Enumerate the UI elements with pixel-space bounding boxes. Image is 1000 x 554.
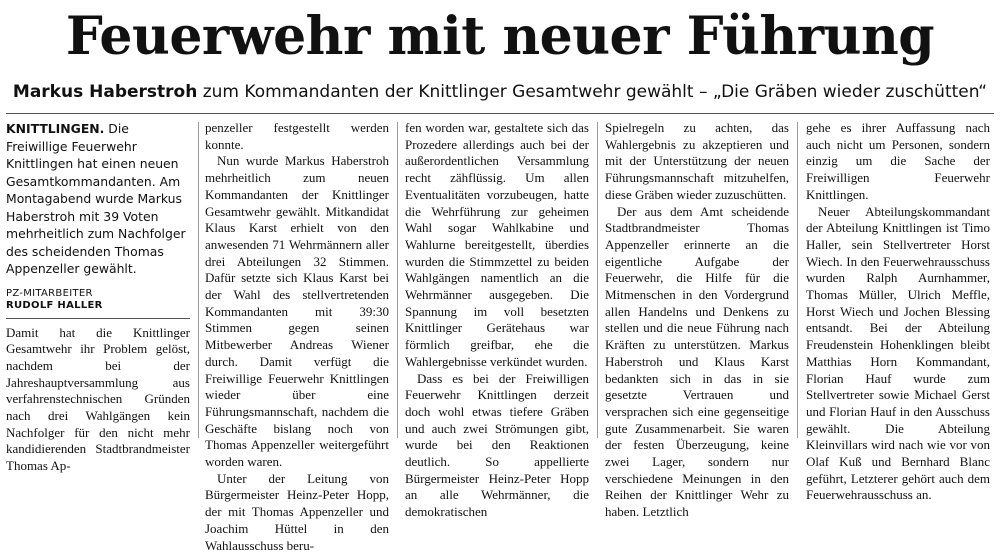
byline-rule	[6, 318, 190, 319]
paragraph: gehe es ihrer Auffassung nach auch nicht um Personen, sondern einzig um die Sache der Freiwilligen Feuerwehr Knittlingen.	[806, 120, 990, 202]
paragraph: Spielregeln zu achten, das Wahlergebnis zu akzeptieren und mit der Unterstützung der neuen Führungsmannschaft mitzuhelfen, diese Gräben wieder zuzuschütten.	[605, 120, 789, 202]
paragraph: Der aus dem Amt scheidende Stadtbrandmeister Thomas Appenzeller erinnerte an die eigentliche Aufgabe der Feuerwehr, die Hilfe für die Mitmenschen in den Vordergrund allen Handelns und Denkens zu stellen und die neue Führung nach Kräften zu unterstützen. Markus Haberstroh und Klaus Karst bedankten sich in das in sie gesetzte Vertrauen und versprachen sich eine gegenseitige gute Zusammenarbeit. Sie waren der festen Überzeugung, keine zwei Lager, sondern nur verschiedene Meinungen in den Reihen der Knittlinger Wehr zu haben. Letztlich	[605, 203, 789, 520]
subheadline	[0, 80, 1000, 104]
column-separator	[198, 122, 199, 438]
paragraph: Neuer Abteilungskommandant der Abteilung Knittlingen ist Timo Haller, sein Stellvertreter Horst Wiech. In den Feuerwehrausschuss wurden Ralph Aurnhammer, Thomas Müller, Ulrich Meffle, Horst Wiech und Jochen Blessing entsandt. Bei der Abteilung Freudenstein Hohenklingen bleibt Matthias Horn Kommandant, Florian Hauf wurde zum Stellvertreter sowie Michael Gerst und Florian Hauf in den Ausschuss gewählt. Die Abteilung Kleinvillars wird nach wie vor von Olaf Kuß und Bernhard Blanc geführt, Letzterer gehört auch dem Feuerwehrausschuss an.	[806, 203, 990, 503]
byline	[6, 288, 190, 312]
lead-text: Die Freiwillige Feuerwehr Knittlingen hat einen neuen Gesamtkommandanten. Am Montagabend wurde Markus Haberstroh mit 39 Voten mehrheitlich zum Nachfolger des scheidenden Thomas Appenzeller gewählt.	[6, 121, 186, 276]
column-separator	[597, 122, 598, 438]
paragraph: Damit hat die Knittlinger Gesamtwehr ihr Problem gelöst, nachdem bei der Jahreshauptversammlung aus verfahrenstechnischen Gründen nach drei Wahlgängen kein Nachfolger für den nicht mehr kandidierenden Stadtbrandmeister Thomas Ap-	[6, 324, 190, 474]
paragraph: Unter der Leitung von Bürgermeister Heinz-Peter Hopp, der mit Thomas Appenzeller und Joachim Hüttel in den Wahlausschuss beru-	[205, 470, 389, 553]
column-separator	[797, 122, 798, 438]
subhead-text: zum Kommandanten der Knittlinger Gesamtwehr gewählt – „Die Gräben wieder zuschütten“	[197, 82, 988, 102]
byline-role: PZ-MITARBEITER	[6, 287, 93, 299]
byline-name: RUDOLF HALLER	[6, 299, 103, 311]
subhead-name: Markus Haberstroh	[12, 82, 198, 102]
paragraph: Dass es bei der Freiwilligen Feuerwehr Knittlingen derzeit doch wohl etwas tiefere Gräben und auch zwei Strömungen gibt, wurde bei den Reaktionen deutlich. So appellierte Bürgermeister Heinz-Peter Hopp an alle Wehrmänner, die demokratischen	[405, 370, 589, 520]
paragraph: Nun wurde Markus Haberstroh mehrheitlich zum neuen Kommandanten der Knittlinger Gesamtwehr gewählt. Mitkandidat Klaus Karst erhielt von den anwesenden 71 Wehrmännern aller drei Abteilungen 32 Stimmen. Dafür setzte sich Klaus Karst bei der Wahl des stellvertretenden Kommandanten mit 39:30 Stimmen gegen seinen Mitbewerber Andreas Wiener durch. Damit verfügt die Freiwillige Feuerwehr Knittlingen wieder über eine Führungsmannschaft, nachdem die Geschäfte bislang noch von Thomas Appenzeller weitergeführt worden waren.	[205, 153, 389, 470]
headline-rule	[6, 113, 994, 114]
column-5	[806, 120, 990, 503]
paragraph: fen worden war, gestaltete sich das Prozedere allerdings auch bei der außerordentlichen Versammlung recht zähflüssig. Um allen Eventualitäten vorzubeugen, hatte die Wehrführung zur geheimen Wahl sogar Wahlkabine und Wahlurne bereitgestellt, überdies wurden die Stimmzettel zu beiden Wahlgängen namentlich an die Wehrmänner ausgegeben. Die Spannung im voll besetzten Knittlinger Gerätehaus war förmlich greifbar, ehe die Wahlergebnisse verkündet wurden.	[405, 120, 589, 369]
dateline: KNITTLINGEN.	[6, 121, 105, 136]
column-3	[405, 120, 589, 520]
column-1	[6, 120, 190, 474]
paragraph: penzeller festgestellt werden konnte.	[205, 120, 389, 152]
column-separator	[397, 122, 398, 438]
lead-paragraph	[6, 120, 190, 278]
column-2	[205, 120, 389, 553]
column-4	[605, 120, 789, 520]
headline: Feuerwehr mit neuer Führung	[65, 6, 935, 67]
